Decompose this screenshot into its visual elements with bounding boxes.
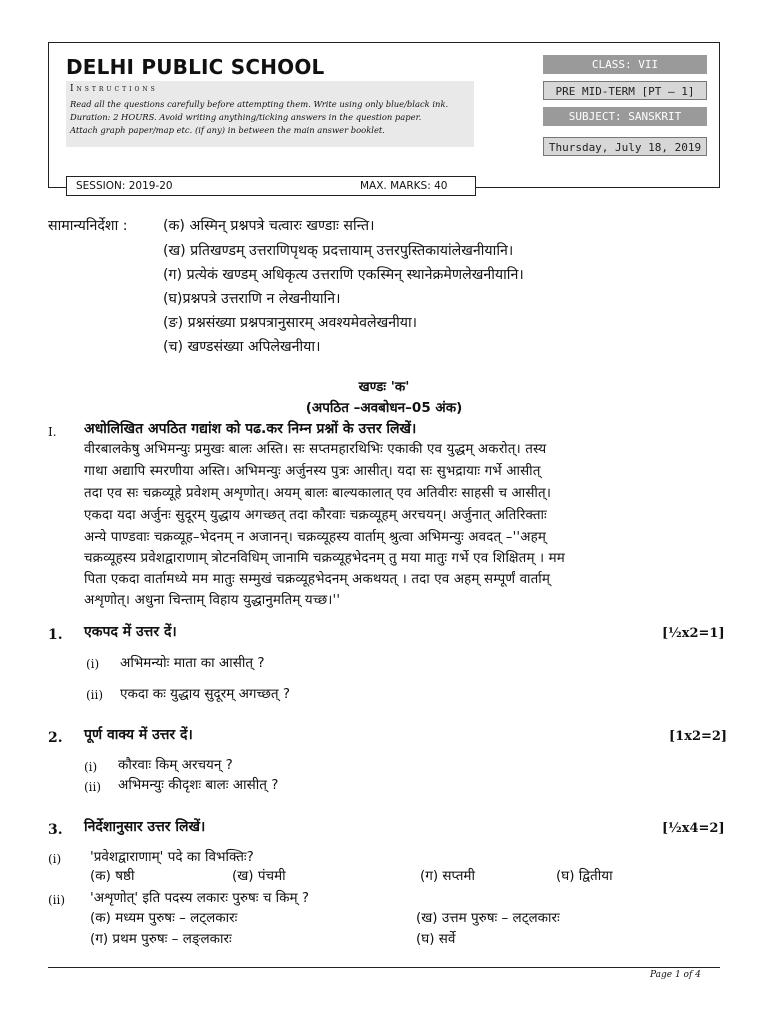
section-title: खण्डः 'क' [358, 379, 410, 395]
subject-tag: SUBJECT: SANSKRIT [543, 107, 707, 126]
option: (घ) द्वितीया [556, 868, 613, 884]
instruction-line: Read all the questions carefully before attempting them. Write using only blue/black ink. [70, 99, 449, 109]
general-instruction-item: (घ)प्रश्नपत्रे उत्तराणि न लेखनीयानि। [163, 291, 341, 307]
passage-line: पिता एकदा वार्तामध्ये मम मातुः सम्मुखं चक्रव्यूहभेदनम् अकथयत् । तदा एव अहम् सम्पूर्णं वार्ताम् [84, 572, 551, 587]
subquestion-text: कौरवाः किम् अरचयन् ? [118, 757, 233, 773]
option: (क) मध्यम पुरुषः – लट्लकारः [90, 910, 238, 926]
subquestion-label: (i) [48, 852, 62, 866]
subquestion-text: 'प्रवेशद्वाराणाम्' पदे का विभक्तिः? [90, 849, 254, 865]
subquestion-text: अभिमन्युः कीदृशः बालः आसीत् ? [118, 777, 279, 793]
subquestion-label: (ii) [48, 893, 66, 907]
passage-line: वीरबालकेषु अभिमन्युः प्रमुखः बालः अस्ति। सः सप्तमहारथिभिः एकाकी एव युद्धम् अकरोत्। तस्य [84, 442, 547, 457]
subquestion-label: (i) [84, 760, 98, 774]
passage-line: तदा एव सः चक्रव्यूहे प्रवेशम् अशृणोत्। अयम् बालः बाल्यकालात् एव अतिवीरः साहसी च आसीत्। [84, 486, 552, 501]
passage-line: एकदा यदा अर्जुनः सुदूरम् युद्धाय अगच्छत् तदा कौरवाः चक्रव्यूहम् अरचयन्। अर्जुनात् अतिरिक्ताः [84, 508, 547, 523]
option: (घ) सर्वे [416, 931, 456, 947]
instruction-line: Attach graph paper/map etc. (if any) in between the main answer booklet. [70, 125, 385, 135]
passage-line: गाथा अद्यापि स्मरणीया अस्ति। अभिमन्युः अर्जुनस्य पुत्रः आसीत्। यदा सः सुभद्रायाः गर्भे आसीत् [84, 464, 541, 479]
passage-number: I. [48, 425, 57, 439]
subquestion-text: अभिमन्योः माता का आसीत् ? [120, 655, 265, 671]
school-name: DELHI PUBLIC SCHOOL [66, 55, 325, 79]
session: SESSION: 2019-20 [76, 180, 173, 192]
passage-line: चक्रव्यूहस्य प्रवेशद्वाराणाम् त्रोटनविधिम् जानामि चक्रव्यूहभेदनम् तु मया मातुः गर्भे एव शिक्षितम् । मम [84, 551, 565, 566]
passage-line: अन्ये पाण्डवाः चक्रव्यूह–भेदनम् न अजानन्। चक्रव्यूहस्य वार्ताम् श्रुत्वा अभिमन्युः अवदत् –''अहम् [84, 530, 547, 545]
passage-heading: अधोलिखित अपठित गद्यांश को पढ.कर निम्न प्रश्नों के उत्तर लिखें। [84, 421, 417, 437]
general-instruction-item: (ग) प्रत्येकं खण्डम् अधिकृत्य उत्तराणि एकस्मिन् स्थानेक्रमेणलेखनीयानि। [163, 267, 524, 283]
question-title: पूर्ण वाक्य में उत्तर दें। [84, 727, 193, 743]
general-instructions-label: सामान्यनिर्देशा : [48, 218, 128, 234]
question-number: 3. [48, 822, 63, 838]
subquestion-text: 'अशृणोत्' इति पदस्य लकारः पुरुषः च किम् ? [90, 890, 310, 906]
general-instruction-item: (च) खण्डसंख्या अपिलेखनीया। [163, 339, 321, 355]
question-title: निर्देशानुसार उत्तर लिखें। [84, 819, 206, 835]
instruction-line: Duration: 2 HOURS. Avoid writing anything/ticking answers in the question paper. [70, 112, 422, 122]
subquestion-label: (i) [86, 657, 100, 671]
question-marks: [½x2=1] [662, 626, 725, 641]
subquestion-label: (ii) [86, 688, 104, 702]
date-tag: Thursday, July 18, 2019 [543, 137, 707, 156]
exam-tag: PRE MID-TERM [PT – 1] [543, 81, 707, 100]
option: (ग) सप्तमी [420, 868, 475, 884]
passage-line: अशृणोत्। अधुना चिन्ताम् विहाय युद्धानुमतिम् यच्छ।'' [84, 593, 341, 608]
general-instruction-item: (क) अस्मिन् प्रश्नपत्रे चत्वारः खण्डाः सन्ति। [163, 218, 375, 234]
question-title: एकपद में उत्तर दें। [84, 624, 177, 640]
footer-rule [48, 967, 720, 968]
question-number: 2. [48, 730, 63, 746]
max-marks: MAX. MARKS: 40 [360, 180, 448, 192]
general-instruction-item: (ख) प्रतिखण्डम् उत्तराणिपृथक् प्रदत्तायाम् उत्तरपुस्तिकायांलेखनीयानि। [163, 243, 514, 259]
page-number: Page 1 of 4 [650, 970, 701, 980]
instructions-title: Instructions [70, 84, 158, 94]
subquestion-label: (ii) [84, 780, 102, 794]
general-instruction-item: (ङ) प्रश्नसंख्या प्रश्नपत्रानुसारम् अवश्यमेवलेखनीया। [163, 315, 418, 331]
option: (ग) प्रथम पुरुषः – लङ्लकारः [90, 931, 232, 947]
question-number: 1. [48, 627, 63, 643]
option: (ख) उत्तम पुरुषः – लट्लकारः [416, 910, 560, 926]
class-tag: CLASS: VII [543, 55, 707, 74]
subquestion-text: एकदा कः युद्धाय सुदूरम् अगच्छत् ? [120, 686, 291, 702]
question-marks: [1x2=2] [669, 729, 728, 744]
option: (ख) पंचमी [232, 868, 286, 884]
section-subtitle: (अपठित –अवबोधन–05 अंक) [305, 400, 463, 416]
question-marks: [½x4=2] [662, 821, 725, 836]
option: (क) षष्ठी [90, 868, 135, 884]
